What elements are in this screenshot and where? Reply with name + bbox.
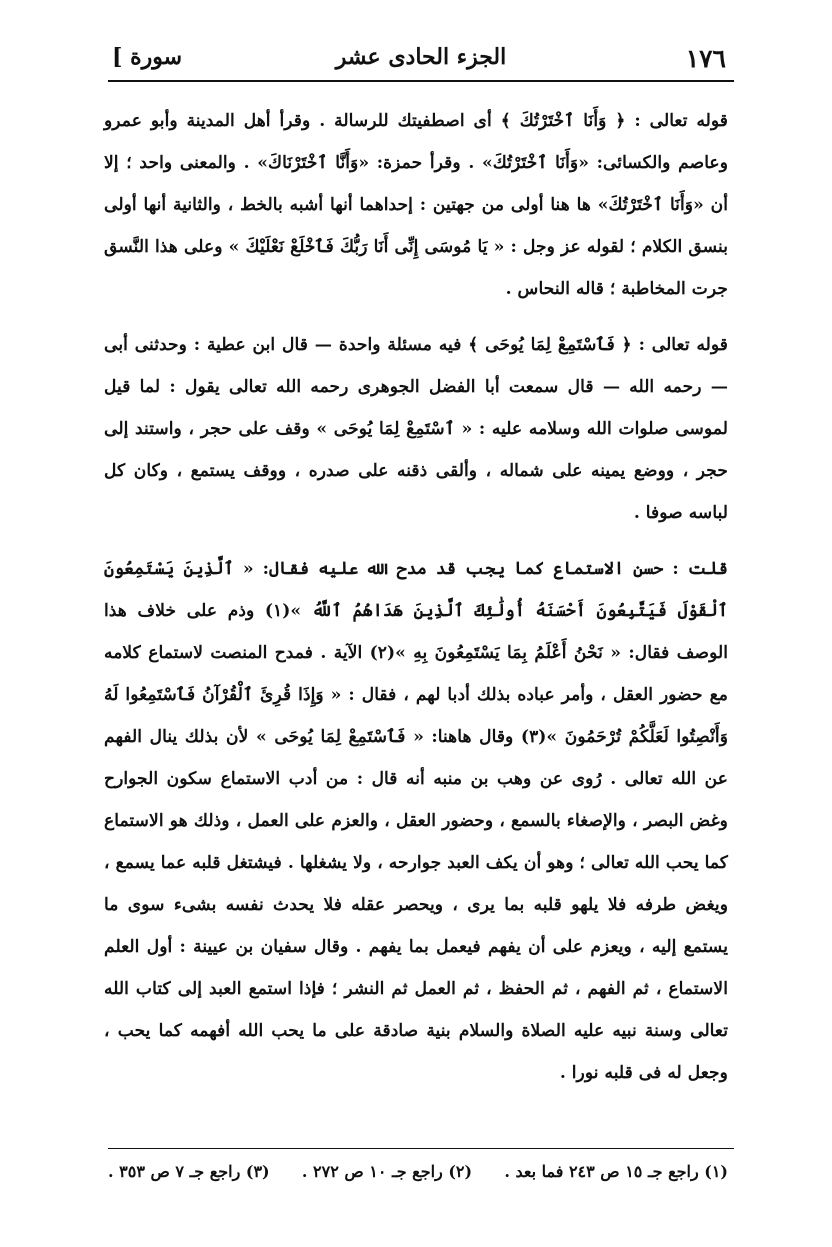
body-text (104, 100, 728, 1094)
paragraph-husn-al-istima: قلت : حسن الاستماع كما يجب قد مدح الله عليه فقال: « ٱلَّذِينَ يَسْتَمِعُونَ ٱلْقَوْلَ فَيَتَّبِعُونَ أَحْسَنَهُ أُولَٰئِكَ ٱلَّذِينَ هَدَاهُمُ ٱللَّهُ »(١) وذم على خلاف هذا الوصف فقال: « نَحْنُ أَعْلَمُ بِمَا يَسْتَمِعُونَ بِهِ »(٢) الآية . فمدح المنصت لاستماع كلامه مع حضور العقل ، وأمر عباده بذلك أدبا لهم ، فقال : « وَإِذَا قُرِئَ ٱلْقُرْآنُ فَٱسْتَمِعُوا لَهُ وَأَنْصِتُوا لَعَلَّكُمْ تُرْحَمُونَ »(٣) وقال هاهنا: « فَٱسْتَمِعْ لِمَا يُوحَى » لأن بذلك ينال الفهم عن الله تعالى . رُوى عن وهب بن منبه أنه قال : من أدب الاستماع سكون الجوارح وغض البصر ، والإصغاء بالسمع ، وحضور العقل ، والعزم على العمل ، وذلك هو الاستماع كما يحب الله تعالى ؛ وهو أن يكف العبد جوارحه ، ولا يشغلها . فيشتغل قلبه عما يسمع ، ويغض طرفه فلا يلهو قلبه بما يرى ، ويحصر عقله فلا يحدث نفسه بشىء سوى ما يستمع إليه ، ويعزم على أن يفهم فيعمل بما يفهم . وقال سفيان بن عيينة : أول العلم الاستماع ، ثم الفهم ، ثم الحفظ ، ثم العمل ثم النشر ؛ فإذا استمع العبد إلى كتاب الله تعالى وسنة نبيه عليه الصلاة والسلام بنية صادقة على ما يحب الله أفهمه كما يحب ، وجعل له فى قلبه نورا . (104, 559, 728, 1083)
footnote-3: (٣) راجع جـ ٧ ص ٣٥٣ . (108, 1162, 270, 1181)
footnote-2: (٢) راجع جـ ١٠ ص ٢٧٢ . (301, 1162, 473, 1181)
footnote-1: (١) راجع جـ ١٥ ص ٢٤٣ فما بعد . (504, 1162, 728, 1181)
surah-label: [ سورة (112, 44, 183, 70)
footnotes (108, 1162, 728, 1181)
footnote-divider (108, 1148, 734, 1149)
paragraph-ikhtartuka: قوله تعالى : ﴿ وَأَنَا ٱخْتَرْتُكَ ﴾ أى اصطفيتك للرسالة . وقرأ أهل المدينة وأبو عمرو وعاصم والكسائى: «وَأَنَا ٱخْتَرْتُكَ» . وقرأ حمزة: «وَأَنَّا ٱخْتَرْنَاكَ» . والمعنى واحد ؛ إلا أن «وَأَنَا ٱخْتَرْتُكَ» ها هنا أولى من جهتين : إحداهما أنها أشبه بالخط ، والثانية أنها أولى بنسق الكلام ؛ لقوله عز وجل : « يَا مُوسَى إِنِّى أَنَا رَبُّكَ فَٱخْلَعْ نَعْلَيْكَ » وعلى هذا النَّسق جرت المخاطبة ؛ قاله النحاس . (104, 111, 728, 299)
running-head: الجزء الحادى عشر (335, 44, 507, 70)
page-number: ١٧٦ (685, 44, 726, 73)
page-header (108, 40, 734, 82)
paragraph-fastami: قوله تعالى : ﴿ فَٱسْتَمِعْ لِمَا يُوحَى ﴾ فيه مسئلة واحدة — قال ابن عطية : وحدثنى أبى — رحمه الله — قال سمعت أبا الفضل الجوهرى رحمه الله تعالى يقول : لما قيل لموسى صلوات الله وسلامه عليه : « ٱسْتَمِعْ لِمَا يُوحَى » وقف على حجر ، واستند إلى حجر ، ووضع يمينه على شماله ، وألقى ذقنه على صدره ، ووقف يستمع ، وكان كل لباسه صوفا . (104, 335, 728, 523)
